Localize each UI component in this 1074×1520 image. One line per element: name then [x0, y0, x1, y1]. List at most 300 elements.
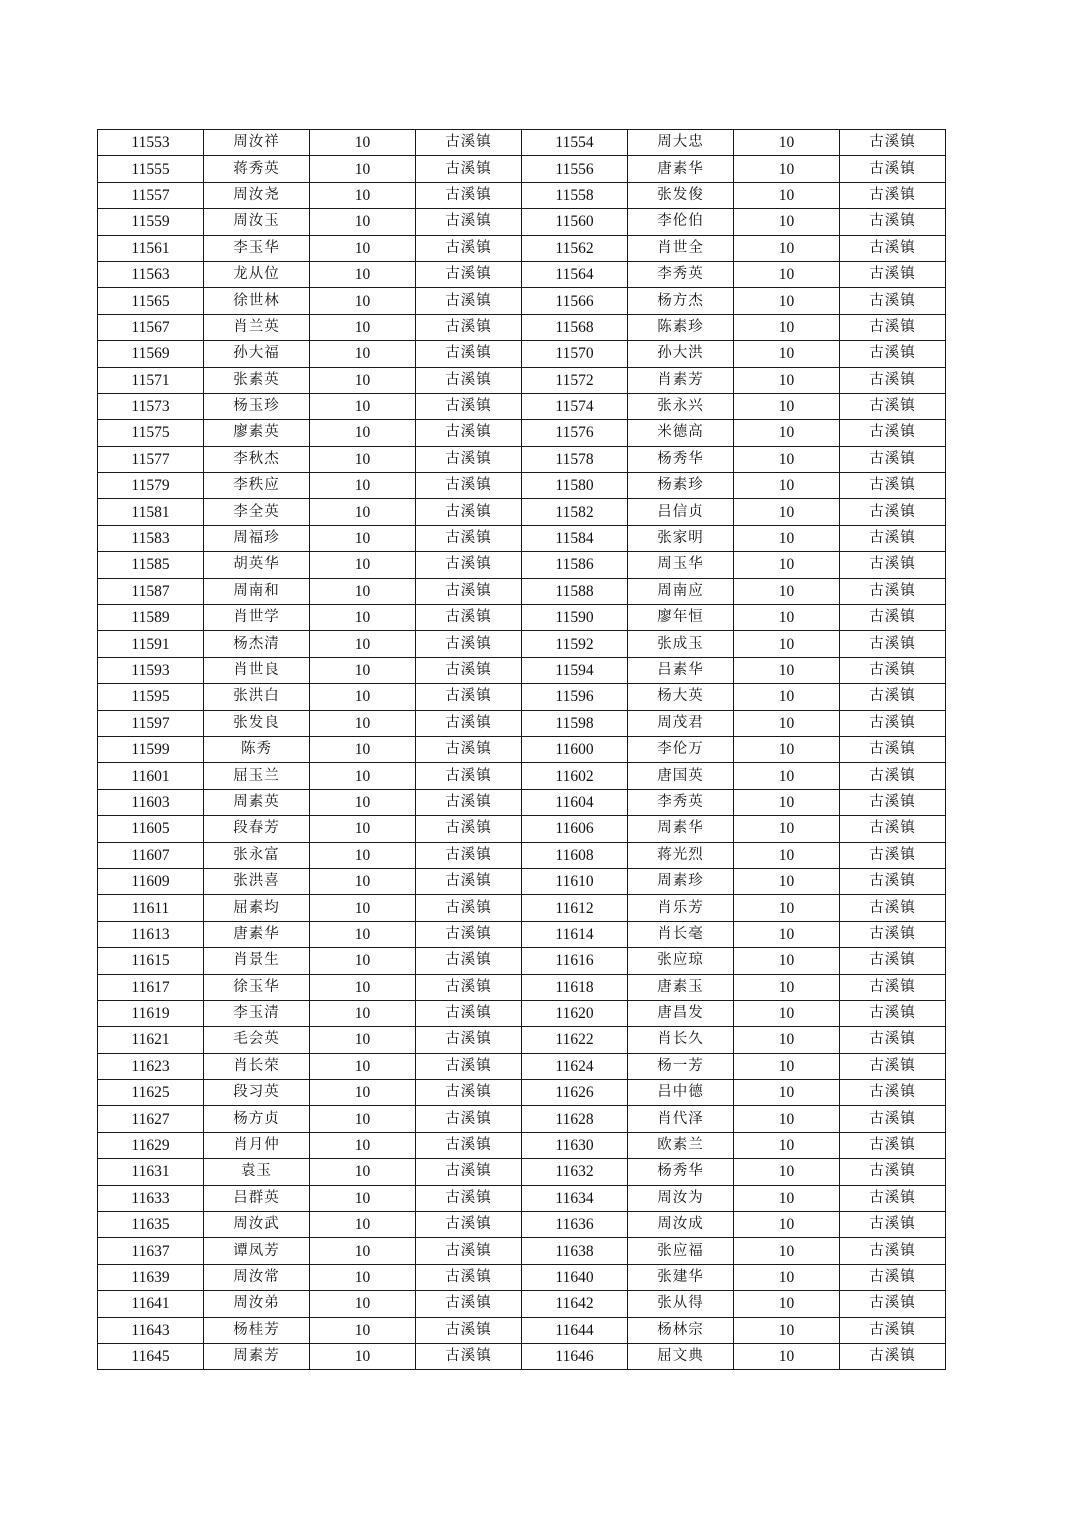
- right-amount-cell: 10: [734, 235, 840, 261]
- right-town-cell: 古溪镇: [840, 235, 946, 261]
- right-amount-cell: 10: [734, 789, 840, 815]
- right-serial-number-cell: 11596: [522, 684, 628, 710]
- left-serial-number-cell: 11631: [98, 1159, 204, 1185]
- left-amount-cell: 10: [310, 948, 416, 974]
- right-serial-number-cell: 11556: [522, 156, 628, 182]
- left-serial-number-cell: 11583: [98, 525, 204, 551]
- left-name-cell: 张永富: [204, 842, 310, 868]
- right-amount-cell: 10: [734, 1000, 840, 1026]
- right-name-cell: 肖代泽: [628, 1106, 734, 1132]
- table-row: [98, 789, 946, 815]
- right-town-cell: 古溪镇: [840, 341, 946, 367]
- left-town-cell: 古溪镇: [416, 1212, 522, 1238]
- left-town-cell: 古溪镇: [416, 314, 522, 340]
- left-amount-cell: 10: [310, 1343, 416, 1369]
- right-name-cell: 周茂君: [628, 710, 734, 736]
- right-town-cell: 古溪镇: [840, 605, 946, 631]
- left-serial-number-cell: 11617: [98, 974, 204, 1000]
- right-town-cell: 古溪镇: [840, 367, 946, 393]
- right-amount-cell: 10: [734, 1080, 840, 1106]
- left-town-cell: 古溪镇: [416, 1317, 522, 1343]
- table-row: [98, 1343, 946, 1369]
- table-row: [98, 499, 946, 525]
- right-amount-cell: 10: [734, 209, 840, 235]
- left-name-cell: 唐素华: [204, 921, 310, 947]
- left-serial-number-cell: 11643: [98, 1317, 204, 1343]
- right-serial-number-cell: 11602: [522, 763, 628, 789]
- left-serial-number-cell: 11595: [98, 684, 204, 710]
- left-town-cell: 古溪镇: [416, 499, 522, 525]
- right-name-cell: 周南应: [628, 578, 734, 604]
- table-row: [98, 473, 946, 499]
- left-town-cell: 古溪镇: [416, 1291, 522, 1317]
- right-name-cell: 肖乐芳: [628, 895, 734, 921]
- left-amount-cell: 10: [310, 314, 416, 340]
- right-amount-cell: 10: [734, 367, 840, 393]
- left-town-cell: 古溪镇: [416, 578, 522, 604]
- right-amount-cell: 10: [734, 288, 840, 314]
- table-row: [98, 288, 946, 314]
- left-name-cell: 周汝武: [204, 1212, 310, 1238]
- right-amount-cell: 10: [734, 842, 840, 868]
- right-amount-cell: 10: [734, 1317, 840, 1343]
- right-town-cell: 古溪镇: [840, 499, 946, 525]
- left-name-cell: 段春芳: [204, 816, 310, 842]
- table-row: [98, 1212, 946, 1238]
- left-name-cell: 张洪白: [204, 684, 310, 710]
- left-name-cell: 张发良: [204, 710, 310, 736]
- right-serial-number-cell: 11572: [522, 367, 628, 393]
- left-town-cell: 古溪镇: [416, 1264, 522, 1290]
- right-amount-cell: 10: [734, 261, 840, 287]
- right-serial-number-cell: 11568: [522, 314, 628, 340]
- right-serial-number-cell: 11642: [522, 1291, 628, 1317]
- right-amount-cell: 10: [734, 1212, 840, 1238]
- left-amount-cell: 10: [310, 473, 416, 499]
- left-name-cell: 杨杰清: [204, 631, 310, 657]
- left-name-cell: 屈玉兰: [204, 763, 310, 789]
- left-serial-number-cell: 11593: [98, 657, 204, 683]
- left-name-cell: 李玉华: [204, 235, 310, 261]
- left-amount-cell: 10: [310, 842, 416, 868]
- right-name-cell: 唐素玉: [628, 974, 734, 1000]
- left-amount-cell: 10: [310, 1212, 416, 1238]
- right-amount-cell: 10: [734, 1264, 840, 1290]
- right-serial-number-cell: 11592: [522, 631, 628, 657]
- table-row: [98, 1185, 946, 1211]
- right-name-cell: 周汝为: [628, 1185, 734, 1211]
- right-town-cell: 古溪镇: [840, 895, 946, 921]
- left-town-cell: 古溪镇: [416, 420, 522, 446]
- left-town-cell: 古溪镇: [416, 763, 522, 789]
- left-name-cell: 袁玉: [204, 1159, 310, 1185]
- left-name-cell: 徐世林: [204, 288, 310, 314]
- right-serial-number-cell: 11564: [522, 261, 628, 287]
- right-serial-number-cell: 11614: [522, 921, 628, 947]
- left-name-cell: 龙从位: [204, 261, 310, 287]
- left-amount-cell: 10: [310, 789, 416, 815]
- left-amount-cell: 10: [310, 1080, 416, 1106]
- left-amount-cell: 10: [310, 710, 416, 736]
- left-town-cell: 古溪镇: [416, 842, 522, 868]
- left-amount-cell: 10: [310, 1000, 416, 1026]
- left-serial-number-cell: 11589: [98, 605, 204, 631]
- right-name-cell: 杨秀华: [628, 1159, 734, 1185]
- right-town-cell: 古溪镇: [840, 657, 946, 683]
- right-serial-number-cell: 11590: [522, 605, 628, 631]
- table-row: [98, 446, 946, 472]
- left-amount-cell: 10: [310, 1185, 416, 1211]
- left-serial-number-cell: 11561: [98, 235, 204, 261]
- right-serial-number-cell: 11576: [522, 420, 628, 446]
- right-name-cell: 张建华: [628, 1264, 734, 1290]
- table-row: [98, 895, 946, 921]
- right-serial-number-cell: 11578: [522, 446, 628, 472]
- right-name-cell: 杨大英: [628, 684, 734, 710]
- left-serial-number-cell: 11633: [98, 1185, 204, 1211]
- table-row: [98, 710, 946, 736]
- left-amount-cell: 10: [310, 1238, 416, 1264]
- table-row: [98, 367, 946, 393]
- right-town-cell: 古溪镇: [840, 842, 946, 868]
- right-amount-cell: 10: [734, 921, 840, 947]
- left-town-cell: 古溪镇: [416, 1027, 522, 1053]
- right-name-cell: 张发俊: [628, 182, 734, 208]
- left-town-cell: 古溪镇: [416, 1000, 522, 1026]
- left-amount-cell: 10: [310, 525, 416, 551]
- left-amount-cell: 10: [310, 1053, 416, 1079]
- left-town-cell: 古溪镇: [416, 1159, 522, 1185]
- left-town-cell: 古溪镇: [416, 974, 522, 1000]
- left-name-cell: 徐玉华: [204, 974, 310, 1000]
- left-serial-number-cell: 11571: [98, 367, 204, 393]
- right-town-cell: 古溪镇: [840, 1264, 946, 1290]
- left-town-cell: 古溪镇: [416, 367, 522, 393]
- left-amount-cell: 10: [310, 657, 416, 683]
- left-serial-number-cell: 11627: [98, 1106, 204, 1132]
- right-amount-cell: 10: [734, 763, 840, 789]
- left-town-cell: 古溪镇: [416, 631, 522, 657]
- left-serial-number-cell: 11575: [98, 420, 204, 446]
- left-name-cell: 肖世学: [204, 605, 310, 631]
- right-name-cell: 杨一芳: [628, 1053, 734, 1079]
- table-row: [98, 1264, 946, 1290]
- left-town-cell: 古溪镇: [416, 657, 522, 683]
- left-amount-cell: 10: [310, 684, 416, 710]
- right-serial-number-cell: 11574: [522, 393, 628, 419]
- right-town-cell: 古溪镇: [840, 710, 946, 736]
- table-row: [98, 763, 946, 789]
- left-town-cell: 古溪镇: [416, 235, 522, 261]
- right-amount-cell: 10: [734, 1343, 840, 1369]
- right-name-cell: 肖素芳: [628, 367, 734, 393]
- table-row: [98, 816, 946, 842]
- right-serial-number-cell: 11588: [522, 578, 628, 604]
- left-serial-number-cell: 11579: [98, 473, 204, 499]
- right-name-cell: 杨素珍: [628, 473, 734, 499]
- right-serial-number-cell: 11620: [522, 1000, 628, 1026]
- right-amount-cell: 10: [734, 341, 840, 367]
- right-serial-number-cell: 11616: [522, 948, 628, 974]
- left-amount-cell: 10: [310, 763, 416, 789]
- right-town-cell: 古溪镇: [840, 393, 946, 419]
- right-town-cell: 古溪镇: [840, 314, 946, 340]
- left-town-cell: 古溪镇: [416, 288, 522, 314]
- table-row: [98, 420, 946, 446]
- left-name-cell: 肖兰英: [204, 314, 310, 340]
- right-serial-number-cell: 11618: [522, 974, 628, 1000]
- left-name-cell: 张洪喜: [204, 868, 310, 894]
- right-town-cell: 古溪镇: [840, 1317, 946, 1343]
- right-town-cell: 古溪镇: [840, 1027, 946, 1053]
- left-serial-number-cell: 11591: [98, 631, 204, 657]
- right-name-cell: 张家明: [628, 525, 734, 551]
- left-serial-number-cell: 11645: [98, 1343, 204, 1369]
- left-serial-number-cell: 11563: [98, 261, 204, 287]
- left-serial-number-cell: 11599: [98, 736, 204, 762]
- right-serial-number-cell: 11582: [522, 499, 628, 525]
- right-name-cell: 唐昌发: [628, 1000, 734, 1026]
- left-amount-cell: 10: [310, 156, 416, 182]
- right-name-cell: 唐素华: [628, 156, 734, 182]
- table-row: [98, 578, 946, 604]
- table-row: [98, 631, 946, 657]
- left-name-cell: 周南和: [204, 578, 310, 604]
- right-name-cell: 李伦伯: [628, 209, 734, 235]
- left-amount-cell: 10: [310, 341, 416, 367]
- right-serial-number-cell: 11604: [522, 789, 628, 815]
- table-row: [98, 182, 946, 208]
- left-serial-number-cell: 11569: [98, 341, 204, 367]
- left-serial-number-cell: 11573: [98, 393, 204, 419]
- right-name-cell: 吕素华: [628, 657, 734, 683]
- table-row: [98, 235, 946, 261]
- left-serial-number-cell: 11611: [98, 895, 204, 921]
- right-town-cell: 古溪镇: [840, 473, 946, 499]
- left-name-cell: 李玉清: [204, 1000, 310, 1026]
- left-town-cell: 古溪镇: [416, 1132, 522, 1158]
- right-serial-number-cell: 11622: [522, 1027, 628, 1053]
- right-amount-cell: 10: [734, 736, 840, 762]
- left-town-cell: 古溪镇: [416, 1185, 522, 1211]
- left-town-cell: 古溪镇: [416, 525, 522, 551]
- left-town-cell: 古溪镇: [416, 1106, 522, 1132]
- left-name-cell: 杨方贞: [204, 1106, 310, 1132]
- right-name-cell: 李秀英: [628, 789, 734, 815]
- table-row: [98, 842, 946, 868]
- left-town-cell: 古溪镇: [416, 684, 522, 710]
- left-amount-cell: 10: [310, 736, 416, 762]
- right-serial-number-cell: 11586: [522, 552, 628, 578]
- right-name-cell: 蒋光烈: [628, 842, 734, 868]
- left-name-cell: 周福珍: [204, 525, 310, 551]
- right-serial-number-cell: 11594: [522, 657, 628, 683]
- left-amount-cell: 10: [310, 921, 416, 947]
- right-amount-cell: 10: [734, 868, 840, 894]
- right-name-cell: 肖长毫: [628, 921, 734, 947]
- left-amount-cell: 10: [310, 130, 416, 156]
- left-serial-number-cell: 11555: [98, 156, 204, 182]
- right-town-cell: 古溪镇: [840, 552, 946, 578]
- left-serial-number-cell: 11619: [98, 1000, 204, 1026]
- right-amount-cell: 10: [734, 130, 840, 156]
- table-row: [98, 393, 946, 419]
- right-serial-number-cell: 11562: [522, 235, 628, 261]
- left-serial-number-cell: 11635: [98, 1212, 204, 1238]
- right-amount-cell: 10: [734, 499, 840, 525]
- right-name-cell: 杨方杰: [628, 288, 734, 314]
- left-town-cell: 古溪镇: [416, 921, 522, 947]
- left-amount-cell: 10: [310, 1291, 416, 1317]
- table-row: [98, 1238, 946, 1264]
- left-amount-cell: 10: [310, 209, 416, 235]
- table-row: [98, 156, 946, 182]
- left-town-cell: 古溪镇: [416, 261, 522, 287]
- right-name-cell: 吕中德: [628, 1080, 734, 1106]
- left-serial-number-cell: 11615: [98, 948, 204, 974]
- left-amount-cell: 10: [310, 420, 416, 446]
- left-town-cell: 古溪镇: [416, 736, 522, 762]
- left-amount-cell: 10: [310, 605, 416, 631]
- left-town-cell: 古溪镇: [416, 209, 522, 235]
- right-amount-cell: 10: [734, 710, 840, 736]
- left-serial-number-cell: 11601: [98, 763, 204, 789]
- right-serial-number-cell: 11560: [522, 209, 628, 235]
- right-town-cell: 古溪镇: [840, 578, 946, 604]
- right-amount-cell: 10: [734, 605, 840, 631]
- left-name-cell: 周汝尧: [204, 182, 310, 208]
- right-serial-number-cell: 11608: [522, 842, 628, 868]
- left-name-cell: 廖素英: [204, 420, 310, 446]
- right-amount-cell: 10: [734, 156, 840, 182]
- right-town-cell: 古溪镇: [840, 1291, 946, 1317]
- right-town-cell: 古溪镇: [840, 868, 946, 894]
- right-serial-number-cell: 11612: [522, 895, 628, 921]
- table-row: [98, 209, 946, 235]
- left-amount-cell: 10: [310, 974, 416, 1000]
- right-town-cell: 古溪镇: [840, 1132, 946, 1158]
- left-town-cell: 古溪镇: [416, 868, 522, 894]
- right-town-cell: 古溪镇: [840, 1212, 946, 1238]
- right-town-cell: 古溪镇: [840, 525, 946, 551]
- left-town-cell: 古溪镇: [416, 605, 522, 631]
- left-amount-cell: 10: [310, 1027, 416, 1053]
- left-name-cell: 屈素均: [204, 895, 310, 921]
- left-name-cell: 李全英: [204, 499, 310, 525]
- table-row: [98, 261, 946, 287]
- right-name-cell: 周素珍: [628, 868, 734, 894]
- table-row: [98, 1317, 946, 1343]
- right-name-cell: 米德高: [628, 420, 734, 446]
- left-amount-cell: 10: [310, 895, 416, 921]
- left-serial-number-cell: 11581: [98, 499, 204, 525]
- left-name-cell: 李秩应: [204, 473, 310, 499]
- right-name-cell: 张永兴: [628, 393, 734, 419]
- right-amount-cell: 10: [734, 420, 840, 446]
- right-town-cell: 古溪镇: [840, 1159, 946, 1185]
- left-serial-number-cell: 11623: [98, 1053, 204, 1079]
- right-amount-cell: 10: [734, 446, 840, 472]
- right-amount-cell: 10: [734, 816, 840, 842]
- left-name-cell: 周汝玉: [204, 209, 310, 235]
- right-town-cell: 古溪镇: [840, 1053, 946, 1079]
- right-town-cell: 古溪镇: [840, 130, 946, 156]
- table-row: [98, 736, 946, 762]
- right-town-cell: 古溪镇: [840, 736, 946, 762]
- right-name-cell: 周汝成: [628, 1212, 734, 1238]
- right-amount-cell: 10: [734, 1238, 840, 1264]
- left-town-cell: 古溪镇: [416, 816, 522, 842]
- right-name-cell: 周玉华: [628, 552, 734, 578]
- left-serial-number-cell: 11605: [98, 816, 204, 842]
- right-name-cell: 唐国英: [628, 763, 734, 789]
- left-town-cell: 古溪镇: [416, 156, 522, 182]
- left-serial-number-cell: 11641: [98, 1291, 204, 1317]
- right-serial-number-cell: 11606: [522, 816, 628, 842]
- left-town-cell: 古溪镇: [416, 1343, 522, 1369]
- right-town-cell: 古溪镇: [840, 182, 946, 208]
- left-amount-cell: 10: [310, 552, 416, 578]
- right-town-cell: 古溪镇: [840, 288, 946, 314]
- left-serial-number-cell: 11559: [98, 209, 204, 235]
- right-town-cell: 古溪镇: [840, 631, 946, 657]
- roster-body: [98, 130, 946, 1370]
- table-row: [98, 1053, 946, 1079]
- left-serial-number-cell: 11565: [98, 288, 204, 314]
- left-amount-cell: 10: [310, 868, 416, 894]
- table-row: [98, 921, 946, 947]
- left-name-cell: 周汝常: [204, 1264, 310, 1290]
- right-town-cell: 古溪镇: [840, 1106, 946, 1132]
- left-serial-number-cell: 11629: [98, 1132, 204, 1158]
- left-name-cell: 杨桂芳: [204, 1317, 310, 1343]
- table-row: [98, 605, 946, 631]
- right-serial-number-cell: 11624: [522, 1053, 628, 1079]
- left-name-cell: 周汝祥: [204, 130, 310, 156]
- right-name-cell: 李秀英: [628, 261, 734, 287]
- right-serial-number-cell: 11600: [522, 736, 628, 762]
- right-name-cell: 杨秀华: [628, 446, 734, 472]
- left-amount-cell: 10: [310, 1317, 416, 1343]
- right-serial-number-cell: 11566: [522, 288, 628, 314]
- left-name-cell: 肖长荣: [204, 1053, 310, 1079]
- table-row: [98, 1000, 946, 1026]
- left-serial-number-cell: 11553: [98, 130, 204, 156]
- left-name-cell: 肖景生: [204, 948, 310, 974]
- left-amount-cell: 10: [310, 446, 416, 472]
- left-town-cell: 古溪镇: [416, 446, 522, 472]
- table-row: [98, 1080, 946, 1106]
- right-amount-cell: 10: [734, 1291, 840, 1317]
- right-serial-number-cell: 11630: [522, 1132, 628, 1158]
- left-amount-cell: 10: [310, 235, 416, 261]
- right-serial-number-cell: 11580: [522, 473, 628, 499]
- left-serial-number-cell: 11603: [98, 789, 204, 815]
- left-serial-number-cell: 11587: [98, 578, 204, 604]
- right-town-cell: 古溪镇: [840, 420, 946, 446]
- right-amount-cell: 10: [734, 1185, 840, 1211]
- right-town-cell: 古溪镇: [840, 446, 946, 472]
- right-serial-number-cell: 11644: [522, 1317, 628, 1343]
- right-amount-cell: 10: [734, 895, 840, 921]
- left-town-cell: 古溪镇: [416, 948, 522, 974]
- right-amount-cell: 10: [734, 182, 840, 208]
- left-amount-cell: 10: [310, 288, 416, 314]
- right-amount-cell: 10: [734, 631, 840, 657]
- right-name-cell: 张成玉: [628, 631, 734, 657]
- left-amount-cell: 10: [310, 367, 416, 393]
- right-town-cell: 古溪镇: [840, 948, 946, 974]
